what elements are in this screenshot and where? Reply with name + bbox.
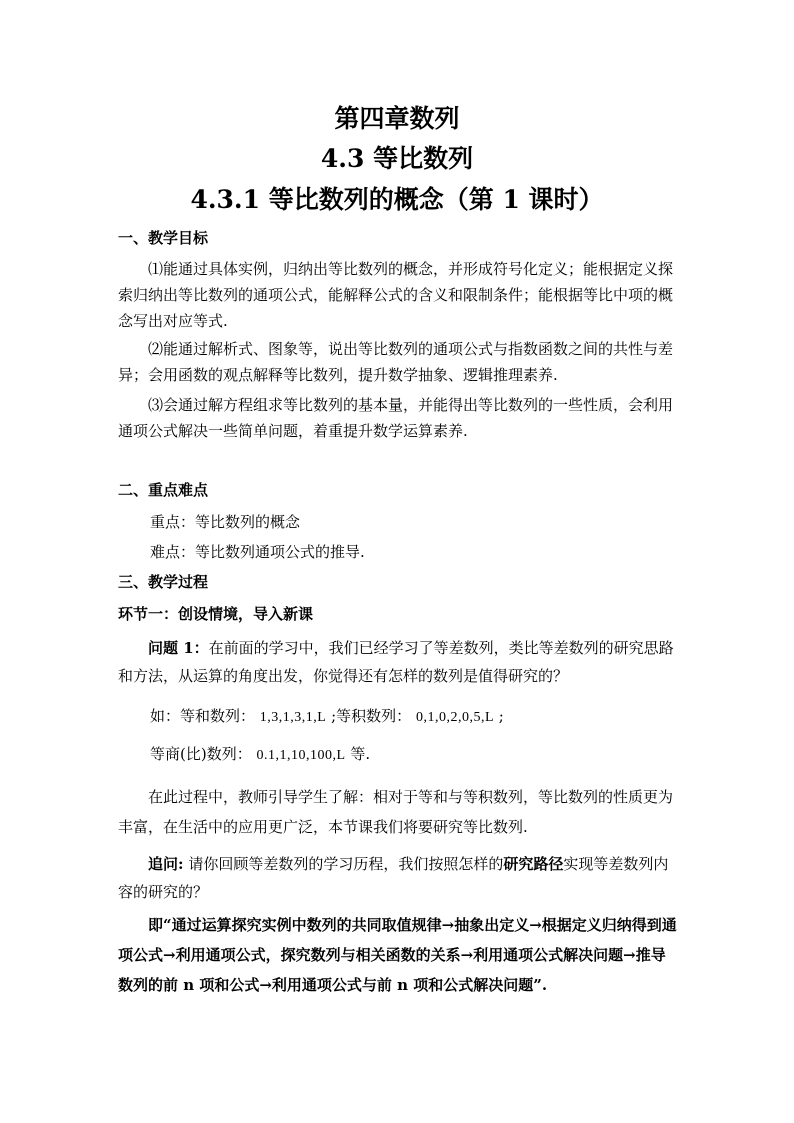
example-1-suffix: ; — [494, 707, 504, 725]
goal-paragraph-2: ⑵能通过解析式、图象等，说出等比数列的通项公式与指数函数之间的共性与差异；会用函数的观点解释等比数列，提升数学抽象、逻辑推理素养. — [118, 340, 674, 384]
key-heading: 二、重点难点 — [118, 481, 209, 499]
subsection-title: 4.3.1 等比数列的概念（第 1 课时） — [190, 185, 604, 214]
answer-paragraph: 即“通过运算探究实例中数列的共同取值规律→抽象出定义→根据定义归纳得到通项公式→利用通项公式，探究数列与相关函数的关系→利用通项公式解决问题→推导数列的前 n 项和公式→利用通项公式与前 n 项和公式解决问题”. — [118, 916, 677, 994]
guide-paragraph: 在此过程中，教师引导学生了解：相对于等和与等积数列，等比数列的性质更为丰富，在生活中的应用更广泛，本节课我们将要研究等比数列. — [118, 788, 674, 836]
followup-question — [118, 850, 680, 906]
research-path: 研究路径 — [503, 855, 564, 873]
section-title: 4.3 等比数列 — [320, 144, 474, 173]
example-line-2 — [150, 744, 370, 766]
followup-text-b: 实现等差数列内容的研究的？ — [118, 855, 669, 901]
focus-text: 重点：等比数列的概念 — [150, 513, 301, 531]
question-1 — [118, 634, 680, 690]
step1-heading: 环节一：创设情境，导入新课 — [118, 605, 314, 623]
goals-heading: 一、教学目标 — [118, 229, 209, 247]
example-2-prefix: 等商(比)数列： — [150, 745, 252, 763]
example-line-1 — [150, 706, 504, 728]
question-1-label: 问题 1： — [148, 639, 209, 657]
question-1-text: 在前面的学习中，我们已经学习了等差数列，类比等差数列的研究思路和方法，从运算的角度出发，你觉得还有怎样的数列是值得研究的？ — [118, 639, 674, 685]
example-2-suffix: 等. — [345, 745, 371, 763]
sum-sequence: 1,3,1,3,1,L — [259, 710, 327, 725]
process-heading: 三、教学过程 — [118, 573, 209, 591]
difficulty-text: 难点：等比数列通项公式的推导. — [150, 543, 365, 561]
chapter-title: 第四章数列 — [334, 104, 460, 133]
ratio-sequence: 0.1,1,10,100,L — [256, 748, 346, 763]
followup-text-a: 请你回顾等差数列的学习历程，我们按照怎样的 — [183, 855, 504, 873]
goal-paragraph-3: ⑶会通过解方程组求等比数列的基本量，并能得出等比数列的一些性质，会利用通项公式解决一些简单问题，着重提升数学运算素养. — [118, 396, 674, 440]
example-1-mid: ;等积数列： — [326, 707, 412, 725]
goal-paragraph-1: ⑴能通过具体实例，归纳出等比数列的概念，并形成符号化定义；能根据定义探索归纳出等比数列的通项公式，能解释公式的含义和限制条件；能根据等比中项的概念写出对应等式. — [118, 260, 674, 330]
followup-label: 追问: — [148, 855, 184, 873]
product-sequence: 0,1,0,2,0,5,L — [415, 710, 495, 725]
example-1-prefix: 如：等和数列： — [150, 707, 256, 725]
